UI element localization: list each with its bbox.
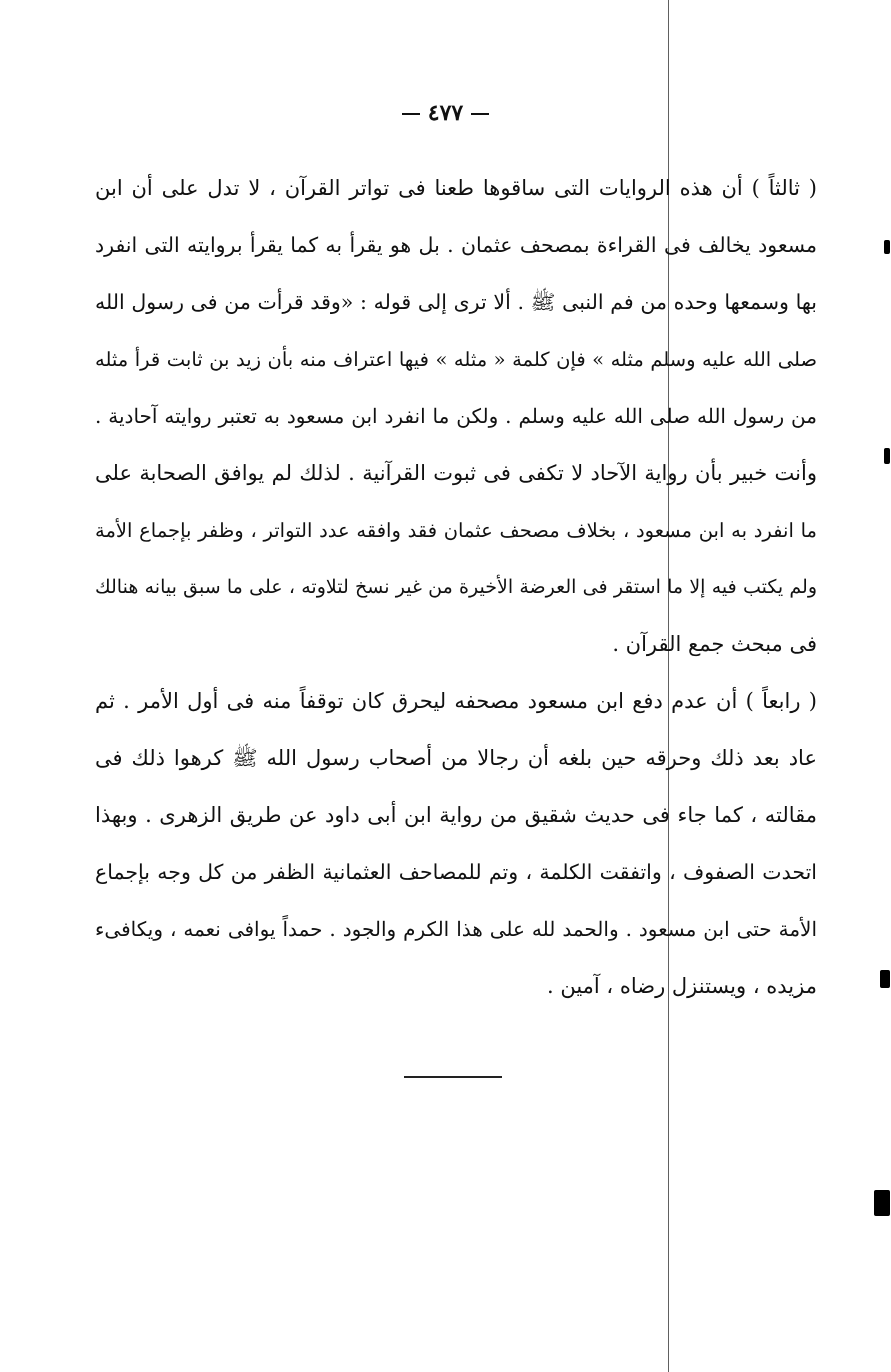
text-line: عاد بعد ذلك وحرقه حين بلغه أن رجالا من أصحاب رسول الله ﷺ كرهوا ذلك فى <box>95 746 817 770</box>
text-line: الأمة حتى ابن مسعود . والحمد لله على هذا الكرم والجود . حمداً يوافى نعمه ، ويكافىء <box>95 917 817 941</box>
end-rule <box>404 1076 502 1078</box>
body-text <box>95 160 817 1015</box>
text-line: مسعود يخالف فى القراءة بمصحف عثمان . بل هو يقرأ به كما يقرأ بروايته التى انفرد <box>95 233 817 257</box>
text-line: مقالته ، كما جاء فى حديث شقيق من رواية ابن أبى داود عن طريق الزهرى . وبهذا <box>95 803 817 827</box>
text-line: اتحدت الصفوف ، واتفقت الكلمة ، وتم للمصاحف العثمانية الظفر من كل وجه بإجماع <box>95 860 817 884</box>
scan-speck <box>884 448 890 464</box>
page-number-dash-left <box>402 113 420 115</box>
text-line: وأنت خبير بأن رواية الآحاد لا تكفى فى ثبوت القرآنية . لذلك لم يوافق الصحابة على <box>95 461 817 485</box>
page-number <box>0 100 891 126</box>
text-line: ما انفرد به ابن مسعود ، بخلاف مصحف عثمان فقد وافقه عدد التواتر ، وظفر بإجماع الأمة <box>95 519 817 542</box>
text-line: بها وسمعها وحده من فم النبى ﷺ . ألا ترى إلى قوله : «وقد قرأت من فى رسول الله <box>95 290 817 314</box>
page-number-dash-right <box>471 113 489 115</box>
text-line: ( رابعاً ) أن عدم دفع ابن مسعود مصحفه ليحرق كان توقفاً منه فى أول الأمر . ثم <box>95 689 817 713</box>
text-line: من رسول الله صلى الله عليه وسلم . ولكن ما انفرد ابن مسعود به تعتبر روايته آحادية . <box>95 404 817 428</box>
scan-speck <box>884 240 890 254</box>
text-line: ( ثالثاً ) أن هذه الروايات التى ساقوها طعنا فى تواتر القرآن ، لا تدل على أن ابن <box>95 176 817 200</box>
text-line: فى مبحث جمع القرآن . <box>612 632 817 656</box>
scan-speck <box>880 970 890 988</box>
text-line: صلى الله عليه وسلم مثله » فإن كلمة « مثله » فيها اعتراف منه بأن زيد بن ثابت قرأ مثله <box>95 348 817 371</box>
text-line: ولم يكتب فيه إلا ما استقر فى العرضة الأخيرة من غير نسخ لتلاوته ، على ما سبق بيانه هنالك <box>95 576 817 598</box>
page-number-value: ٤٧٧ <box>427 100 464 126</box>
scan-speck <box>874 1190 890 1216</box>
text-line: مزيده ، ويستنزل رضاه ، آمين . <box>546 974 817 998</box>
